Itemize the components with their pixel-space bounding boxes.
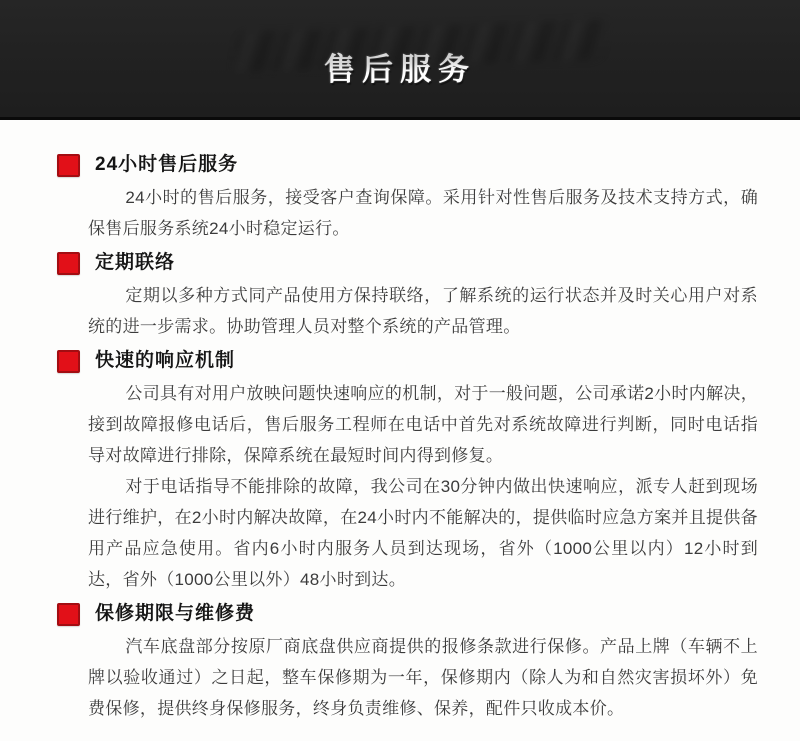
section-24h-service — [57, 152, 758, 244]
section-paragraph: 24小时的售后服务，接受客户查询保障。采用针对性售后服务及技术支持方式，确保售后服务系统24小时稳定运行。 — [88, 188, 758, 238]
section-heading-row — [57, 348, 758, 374]
section-heading-row — [57, 152, 758, 178]
section-heading: 24小时售后服务 — [95, 154, 239, 175]
section-paragraph: 定期以多种方式同产品使用方保持联络，了解系统的运行状态并及时关心用户对系统的进一步需求。协助管理人员对整个系统的产品管理。 — [88, 286, 758, 336]
red-square-bullet-icon — [57, 603, 80, 626]
section-paragraph: 汽车底盘部分按原厂商底盘供应商提供的报修条款进行保修。产品上牌（车辆不上牌以验收通过）之日起，整车保修期为一年，保修期内（除人为和自然灾害损坏外）免费保修，提供终身保修服务，终身负责维修、保养，配件只收成本价。 — [88, 637, 758, 718]
red-square-bullet-icon — [57, 252, 80, 275]
section-paragraph: 公司具有对用户放映问题快速响应的机制，对于一般问题，公司承诺2小时内解决，接到故障报修电话后，售后服务工程师在电话中首先对系统故障进行判断，同时电话指导对故障进行排除，保障系统在最短时间内得到修复。 — [88, 384, 758, 465]
page-title: 售后服务 — [324, 52, 476, 87]
content — [0, 120, 800, 724]
section-paragraph: 对于电话指导不能排除的故障，我公司在30分钟内做出快速响应，派专人赶到现场进行维护，在2小时内解决故障，在24小时内不能解决的，提供临时应急方案并且提供备用产品应急使用。省内6小时内服务人员到达现场，省外（1000公里以内）12小时到达，省外（1000公里以外）48小时到达。 — [88, 477, 758, 589]
section-regular-contact — [57, 250, 758, 342]
header-band — [0, 0, 800, 120]
section-heading: 快速的响应机制 — [95, 350, 236, 371]
section-heading: 保修期限与维修费 — [95, 603, 256, 624]
section-warranty — [57, 601, 758, 724]
red-square-bullet-icon — [57, 154, 80, 177]
section-heading-row — [57, 250, 758, 276]
red-square-bullet-icon — [57, 350, 80, 373]
section-heading: 定期联络 — [95, 252, 176, 273]
section-fast-response — [57, 348, 758, 595]
section-heading-row — [57, 601, 758, 627]
